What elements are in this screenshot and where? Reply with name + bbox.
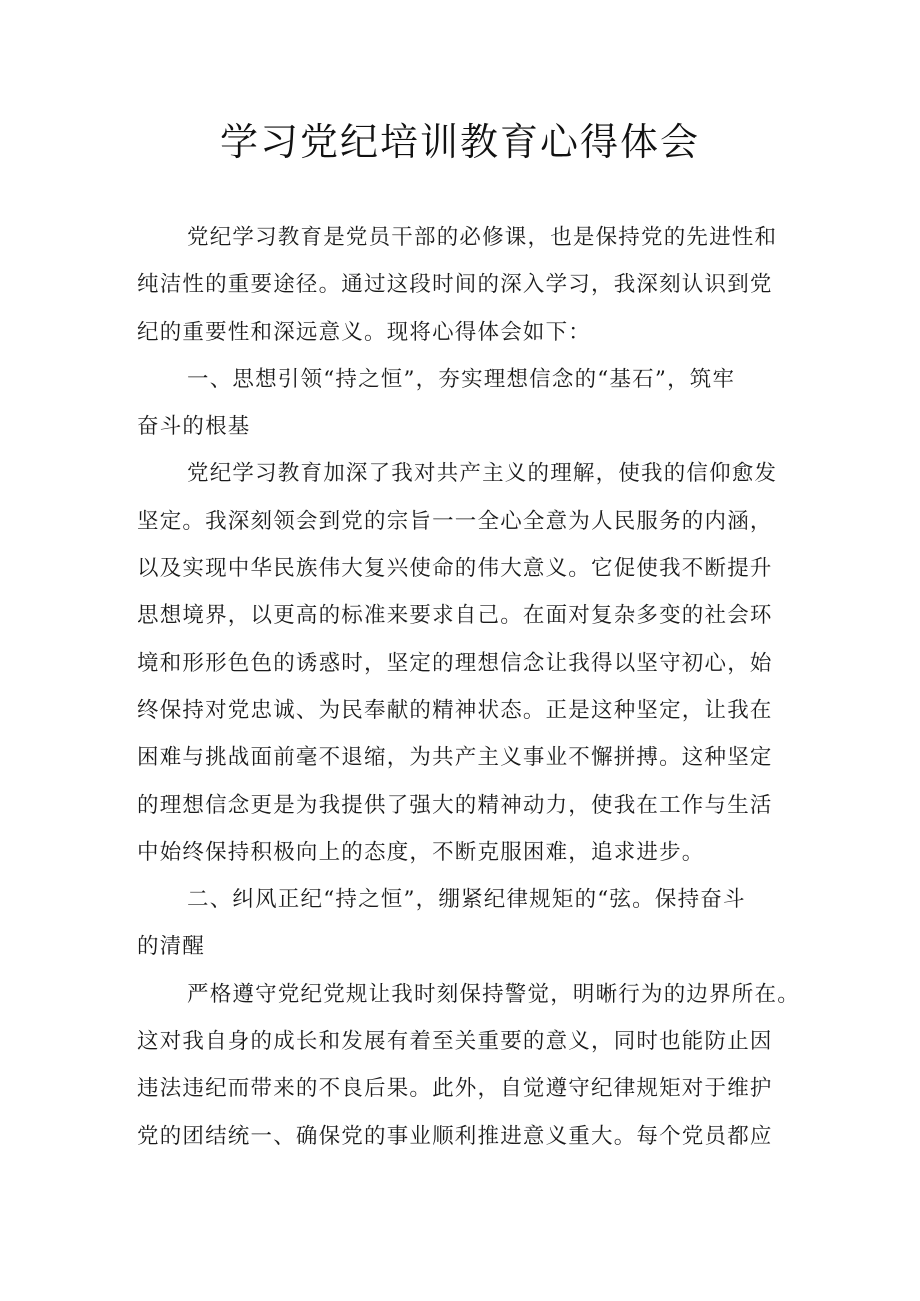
body-line: 境和形形色色的诱惑时，坚定的理想信念让我得以坚守初心，始 <box>137 650 773 676</box>
body-line: 党的团结统一、确保党的事业顺利推进意义重大。每个党员都应 <box>137 1123 773 1149</box>
body-line: 中始终保持积极向上的态度，不断克服困难，追求进步。 <box>137 839 705 865</box>
body-line: 的理想信念更是为我提供了强大的精神动力，使我在工作与生活 <box>137 792 773 818</box>
body-line: 终保持对党忠诚、为民奉献的精神状态。正是这种坚定，让我在 <box>137 697 773 723</box>
body-line: 以及实现中华民族伟大复兴使命的伟大意义。它促使我不断提升 <box>137 556 773 582</box>
section-heading-line: 奋斗的根基 <box>137 414 251 440</box>
body-line: 党纪学习教育是党员干部的必修课，也是保持党的先进性和 <box>187 225 778 250</box>
body-line: 党纪学习教育加深了我对共产主义的理解，使我的信仰愈发 <box>187 461 778 487</box>
document-body <box>137 214 800 1160</box>
section-heading-line: 的清醒 <box>137 934 206 960</box>
body-line: 这对我自身的成长和发展有着至关重要的意义，同时也能防止因 <box>137 1029 773 1055</box>
section-heading-line: 一、思想引领“持之恒”，夯实理想信念的“基石”，筑牢 <box>187 366 736 392</box>
body-line: 违法违纪而带来的不良后果。此外，自觉遵守纪律规矩对于维护 <box>137 1076 773 1102</box>
body-line: 纪的重要性和深远意义。现将心得体会如下： <box>137 319 592 345</box>
document-title: 学习党纪培训教育心得体会 <box>219 120 700 164</box>
body-line: 困难与挑战面前毫不退缩，为共产主义事业不懈拼搏。这种坚定 <box>137 745 773 771</box>
body-line: 纯洁性的重要途径。通过这段时间的深入学习，我深刻认识到党 <box>137 272 773 298</box>
body-line: 严格遵守党纪党规让我时刻保持警觉，明晰行为的边界所在。 <box>187 981 800 1007</box>
section-heading-line: 二、纠风正纪“持之恒”，绷紧纪律规矩的“弦。保持奋斗 <box>187 887 746 913</box>
body-line: 思想境界，以更高的标准来要求自己。在面对复杂多变的社会环 <box>137 603 773 629</box>
body-line: 坚定。我深刻领会到党的宗旨一一全心全意为人民服务的内涵， <box>137 508 773 534</box>
